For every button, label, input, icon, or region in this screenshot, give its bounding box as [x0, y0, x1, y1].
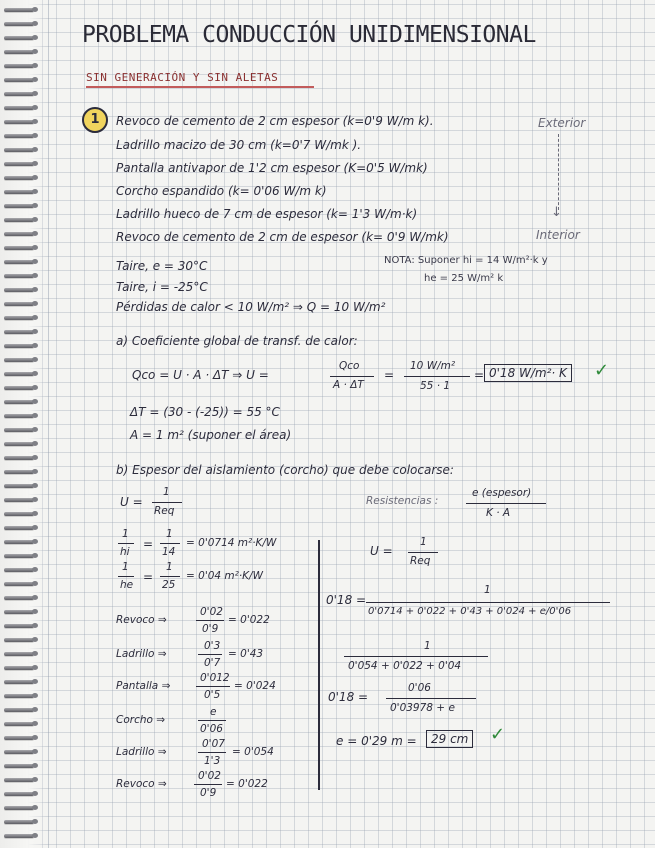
spiral-coil [4, 176, 34, 180]
spiral-coil [4, 610, 34, 614]
res-row-6-val: = 0'022 [226, 778, 268, 790]
step1-num: 1 [484, 584, 491, 596]
spiral-coil [4, 204, 34, 208]
spiral-hole [32, 483, 38, 488]
part-a-eq-mid: = [384, 368, 395, 382]
part-a-eq-end: = [474, 368, 485, 382]
res-row-3-den: 0'5 [204, 689, 221, 701]
spiral-hole [32, 273, 38, 278]
note-line-2: he = 25 W/m² k [424, 273, 504, 284]
spiral-coil [4, 134, 34, 138]
spiral-coil [4, 792, 34, 796]
step2-den: 0'054 + 0'022 + 0'04 [348, 660, 462, 672]
spiral-coil [4, 106, 34, 110]
spiral-hole [32, 35, 38, 40]
spiral-coil [4, 50, 34, 54]
spiral-coil [4, 708, 34, 712]
spiral-hole [32, 427, 38, 432]
hi-bar [118, 543, 134, 544]
spiral-hole [32, 539, 38, 544]
spiral-hole [32, 385, 38, 390]
step1-bar [366, 602, 610, 603]
res-row-5-den: 1'3 [204, 755, 221, 767]
spiral-hole [32, 735, 38, 740]
spiral-hole [32, 49, 38, 54]
res-row-1-den: 0'9 [202, 623, 219, 635]
margin-line [48, 0, 49, 848]
u-formula-lhs: U = [120, 495, 143, 509]
hi-value: = 0'0714 m²·K/W [186, 537, 277, 549]
part-a-heading: a) Coeficiente global de transf. de calor: [116, 334, 358, 348]
spiral-hole [32, 175, 38, 180]
spiral-coil [4, 750, 34, 754]
problem-number-badge: 1 [82, 107, 108, 133]
part-b-heading: b) Espesor del aislamiento (corcho) que debe colocarse: [116, 463, 454, 477]
res-row-3-val: = 0'024 [234, 680, 276, 692]
u-formula-bar [152, 502, 182, 503]
he-den2: 25 [162, 579, 176, 591]
spiral-coil [4, 540, 34, 544]
hi-bar2 [160, 543, 180, 544]
t-exterior: Taire, e = 30°C [116, 259, 208, 273]
res-row-3-num: 0'012 [200, 672, 230, 684]
step3-den: 0'03978 + e [390, 702, 455, 714]
hi-den2: 14 [162, 546, 176, 558]
res-row-3-bar [196, 686, 230, 687]
spiral-hole [32, 245, 38, 250]
spiral-coil [4, 764, 34, 768]
spiral-hole [32, 763, 38, 768]
spiral-hole [32, 819, 38, 824]
spiral-hole [32, 805, 38, 810]
spiral-hole [32, 721, 38, 726]
res-row-6-den: 0'9 [200, 787, 217, 799]
t-interior: Taire, i = -25°C [116, 280, 208, 294]
spiral-hole [32, 161, 38, 166]
res-row-2-den: 0'7 [204, 657, 221, 669]
spiral-hole [32, 441, 38, 446]
spiral-coil [4, 400, 34, 404]
resistances-den: K · A [486, 507, 511, 519]
spiral-hole [32, 777, 38, 782]
spiral-coil [4, 316, 34, 320]
layer-2: Ladrillo macizo de 30 cm (k=0'7 W/mk ). [116, 138, 362, 152]
res-row-4-bar [198, 720, 226, 721]
res-row-5-label: Ladrillo ⇒ [116, 746, 167, 758]
res-row-2-bar [198, 654, 222, 655]
spiral-hole [32, 189, 38, 194]
res-row-1-label: Revoco ⇒ [116, 614, 167, 626]
spiral-coil [4, 554, 34, 558]
layer-4: Corcho espandido (k= 0'06 W/m k) [116, 184, 327, 198]
spiral-hole [32, 637, 38, 642]
spiral-hole [32, 413, 38, 418]
spiral-coil [4, 694, 34, 698]
spiral-hole [32, 553, 38, 558]
spiral-coil [4, 722, 34, 726]
spiral-coil [4, 8, 34, 12]
interior-label: Interior [536, 228, 580, 242]
spiral-coil [4, 526, 34, 530]
spiral-hole [32, 329, 38, 334]
right-u-num: 1 [420, 536, 427, 548]
spiral-hole [32, 315, 38, 320]
direction-arrow-line [558, 134, 559, 210]
part-a-frac1-bar [330, 376, 374, 377]
spiral-coil [4, 624, 34, 628]
spiral-coil [4, 834, 34, 838]
res-row-6-num: 0'02 [198, 770, 221, 782]
part-a-frac1-den: A · ΔT [333, 379, 364, 391]
spiral-coil [4, 638, 34, 642]
spiral-coil [4, 512, 34, 516]
u-formula-den: Req [154, 505, 175, 517]
spiral-coil [4, 232, 34, 236]
spiral-coil [4, 162, 34, 166]
step3-num: 0'06 [408, 682, 431, 694]
res-row-2-val: = 0'43 [228, 648, 264, 660]
res-row-5-val: = 0'054 [232, 746, 274, 758]
spiral-coil [4, 582, 34, 586]
spiral-coil [4, 36, 34, 40]
spiral-hole [32, 7, 38, 12]
spiral-hole [32, 21, 38, 26]
spiral-coil [4, 666, 34, 670]
brace-divider [318, 540, 320, 790]
spiral-hole [32, 105, 38, 110]
final-lhs: e = 0'29 m = [336, 734, 417, 748]
part-a-frac2-bar [404, 376, 470, 377]
hi-num: 1 [122, 528, 129, 540]
spiral-coil [4, 288, 34, 292]
spiral-coil [4, 246, 34, 250]
part-a-frac1-num: Qco [339, 360, 360, 372]
spiral-hole [32, 679, 38, 684]
spiral-coil [4, 596, 34, 600]
spiral-coil [4, 680, 34, 684]
spiral-coil [4, 64, 34, 68]
right-u-lhs: U = [370, 544, 393, 558]
spiral-coil [4, 806, 34, 810]
res-row-5-bar [198, 752, 226, 753]
spiral-hole [32, 287, 38, 292]
spiral-hole [32, 623, 38, 628]
spiral-hole [32, 595, 38, 600]
res-row-5-num: 0'07 [202, 738, 225, 750]
spiral-coil [4, 78, 34, 82]
layer-5: Ladrillo hueco de 7 cm de espesor (k= 1'3 W/m·k) [116, 207, 418, 221]
step2-num: 1 [424, 640, 431, 652]
spiral-hole [32, 651, 38, 656]
right-u-bar [408, 552, 438, 553]
spiral-coil [4, 386, 34, 390]
subtitle-underline [86, 86, 314, 88]
spiral-coil [4, 470, 34, 474]
part-a-check-icon: ✓ [594, 360, 610, 381]
spiral-coil [4, 358, 34, 362]
spiral-hole [32, 567, 38, 572]
spiral-hole [32, 665, 38, 670]
resistances-label: Resistencias : [366, 495, 439, 507]
res-row-1-bar [196, 620, 224, 621]
spiral-hole [32, 133, 38, 138]
notebook-spiral [0, 0, 46, 848]
spiral-coil [4, 330, 34, 334]
spiral-hole [32, 259, 38, 264]
spiral-hole [32, 525, 38, 530]
spiral-hole [32, 511, 38, 516]
spiral-coil [4, 218, 34, 222]
step2-bar [344, 656, 488, 657]
hi-num2: 1 [166, 528, 173, 540]
spiral-hole [32, 301, 38, 306]
spiral-coil [4, 456, 34, 460]
delta-t-line: ΔT = (30 - (-25)) = 55 °C [130, 405, 280, 419]
spiral-coil [4, 442, 34, 446]
hi-eq: = [143, 537, 154, 551]
res-row-6-label: Revoco ⇒ [116, 778, 167, 790]
spiral-hole [32, 749, 38, 754]
spiral-coil [4, 568, 34, 572]
spiral-hole [32, 469, 38, 474]
layer-3: Pantalla antivapor de 1'2 cm espesor (K=0'5 W/mk) [116, 161, 428, 175]
spiral-coil [4, 92, 34, 96]
spiral-coil [4, 372, 34, 376]
step3-lhs: 0'18 = [328, 690, 369, 704]
note-line-1: NOTA: Suponer hi = 14 W/m²·k y [384, 255, 548, 266]
spiral-coil [4, 778, 34, 782]
part-b-check-icon: ✓ [490, 724, 506, 745]
hi-den: hi [120, 546, 130, 558]
spiral-coil [4, 484, 34, 488]
res-row-4-label: Corcho ⇒ [116, 714, 166, 726]
u-formula-num: 1 [163, 486, 170, 498]
spiral-coil [4, 22, 34, 26]
spiral-hole [32, 203, 38, 208]
spiral-coil [4, 148, 34, 152]
spiral-coil [4, 344, 34, 348]
resistances-bar [466, 503, 546, 504]
step1-lhs: 0'18 = [326, 593, 367, 607]
exterior-label: Exterior [538, 116, 586, 130]
spiral-hole [32, 63, 38, 68]
spiral-coil [4, 498, 34, 502]
spiral-hole [32, 217, 38, 222]
spiral-hole [32, 371, 38, 376]
res-row-1-val: = 0'022 [228, 614, 270, 626]
spiral-hole [32, 707, 38, 712]
page-title: PROBLEMA CONDUCCIÓN UNIDIMENSIONAL [82, 22, 536, 48]
spiral-coil [4, 120, 34, 124]
step1-den: 0'0714 + 0'022 + 0'43 + 0'024 + e/0'06 [368, 606, 572, 617]
he-bar2 [160, 576, 180, 577]
res-row-3-label: Pantalla ⇒ [116, 680, 171, 692]
arrow-down-icon: ↓ [551, 205, 562, 220]
step3-bar [386, 698, 476, 699]
spiral-coil [4, 302, 34, 306]
spiral-coil [4, 274, 34, 278]
spiral-hole [32, 119, 38, 124]
spiral-hole [32, 91, 38, 96]
spiral-coil [4, 736, 34, 740]
layer-6: Revoco de cemento de 2 cm de espesor (k= 0'9 W/mk) [116, 230, 449, 244]
spiral-hole [32, 581, 38, 586]
spiral-hole [32, 791, 38, 796]
spiral-hole [32, 147, 38, 152]
he-value: = 0'04 m²·K/W [186, 570, 263, 582]
spiral-coil [4, 260, 34, 264]
part-a-result-box: 0'18 W/m²· K [484, 364, 572, 382]
part-a-frac2-num: 10 W/m² [410, 360, 456, 372]
spiral-hole [32, 343, 38, 348]
part-a-frac2-den: 55 · 1 [420, 380, 451, 392]
right-u-den: Req [410, 555, 431, 567]
he-den: he [120, 579, 134, 591]
spiral-hole [32, 693, 38, 698]
res-row-2-label: Ladrillo ⇒ [116, 648, 167, 660]
heat-loss-condition: Pérdidas de calor < 10 W/m² ⇒ Q = 10 W/m² [116, 300, 386, 314]
spiral-hole [32, 497, 38, 502]
spiral-coil [4, 820, 34, 824]
res-row-6-bar [194, 784, 222, 785]
area-line: A = 1 m² (suponer el área) [130, 428, 292, 442]
he-bar [118, 576, 134, 577]
spiral-hole [32, 609, 38, 614]
final-result-box: 29 cm [426, 730, 473, 748]
spiral-hole [32, 455, 38, 460]
spiral-hole [32, 357, 38, 362]
spiral-hole [32, 833, 38, 838]
spiral-hole [32, 231, 38, 236]
spiral-hole [32, 399, 38, 404]
res-row-1-num: 0'02 [200, 606, 223, 618]
spiral-coil [4, 652, 34, 656]
spiral-coil [4, 414, 34, 418]
res-row-4-den: 0'06 [200, 723, 223, 735]
spiral-coil [4, 190, 34, 194]
he-num: 1 [122, 561, 129, 573]
spiral-coil [4, 428, 34, 432]
res-row-4-num: e [210, 706, 217, 718]
he-num2: 1 [166, 561, 173, 573]
layer-1: Revoco de cemento de 2 cm espesor (k=0'9 W/m k). [116, 114, 434, 128]
resistances-num: e (espesor) [472, 487, 532, 499]
res-row-2-num: 0'3 [204, 640, 221, 652]
spiral-hole [32, 77, 38, 82]
page-subtitle: SIN GENERACIÓN Y SIN ALETAS [86, 71, 279, 84]
he-eq: = [143, 570, 154, 584]
part-a-equation-lhs: Qco = U · A · ΔT ⇒ U = [132, 368, 269, 382]
